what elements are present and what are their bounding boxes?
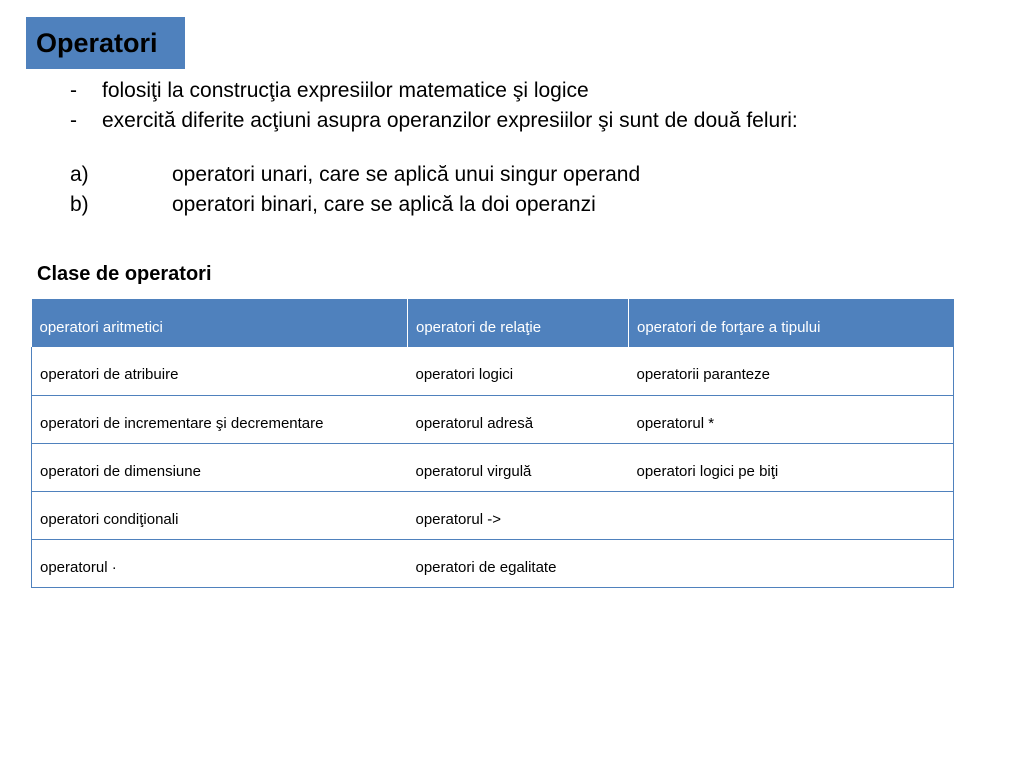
bullet-text: exercită diferite acţiuni asupra operanzilor expresiilor şi sunt de două feluri: bbox=[102, 109, 798, 132]
table-header-cell: operatori aritmetici bbox=[32, 299, 408, 347]
table-row bbox=[32, 395, 954, 443]
table-cell: operatorii paranteze bbox=[629, 347, 954, 395]
bullet-item bbox=[70, 76, 798, 106]
table-cell: operatorul adresă bbox=[408, 395, 629, 443]
lettered-item bbox=[70, 160, 640, 190]
bullet-list bbox=[70, 76, 798, 136]
lettered-mark: b) bbox=[70, 193, 89, 216]
table-header-row bbox=[32, 299, 954, 347]
table-header-cell: operatori de forţare a tipului bbox=[629, 299, 954, 347]
lettered-list bbox=[70, 160, 640, 220]
lettered-text: operatori binari, care se aplică la doi operanzi bbox=[172, 193, 596, 216]
table-row bbox=[32, 539, 954, 587]
lettered-text: operatori unari, care se aplică unui singur operand bbox=[172, 163, 641, 186]
table-cell: operatori de incrementare şi decrementare bbox=[32, 395, 408, 443]
operator-classes-table bbox=[31, 299, 954, 588]
table-cell: operatorul * bbox=[629, 395, 954, 443]
table-cell: operatori de atribuire bbox=[32, 347, 408, 395]
bullet-item bbox=[70, 106, 798, 136]
table-cell: operatori condiţionali bbox=[32, 491, 408, 539]
table-header-cell: operatori de relaţie bbox=[408, 299, 629, 347]
lettered-item bbox=[70, 190, 640, 220]
table-row bbox=[32, 443, 954, 491]
table-row bbox=[32, 347, 954, 395]
table-row bbox=[32, 491, 954, 539]
slide-title: Operatori bbox=[36, 27, 158, 58]
table-cell bbox=[629, 491, 954, 539]
bullet-dash: - bbox=[70, 109, 77, 132]
bullet-dash: - bbox=[70, 79, 77, 102]
table-cell: operatori logici bbox=[408, 347, 629, 395]
table-cell: operatori logici pe biţi bbox=[629, 443, 954, 491]
lettered-mark: a) bbox=[70, 163, 89, 186]
table-cell bbox=[629, 539, 954, 587]
slide-title-box bbox=[26, 17, 185, 69]
bullet-text: folosiţi la construcţia expresiilor matematice şi logice bbox=[102, 79, 589, 102]
table-cell: operatorul · bbox=[32, 539, 408, 587]
table-cell: operatorul virgulă bbox=[408, 443, 629, 491]
table-cell: operatori de egalitate bbox=[408, 539, 629, 587]
table-cell: operatori de dimensiune bbox=[32, 443, 408, 491]
section-subtitle: Clase de operatori bbox=[37, 263, 212, 285]
table-cell: operatorul -> bbox=[408, 491, 629, 539]
